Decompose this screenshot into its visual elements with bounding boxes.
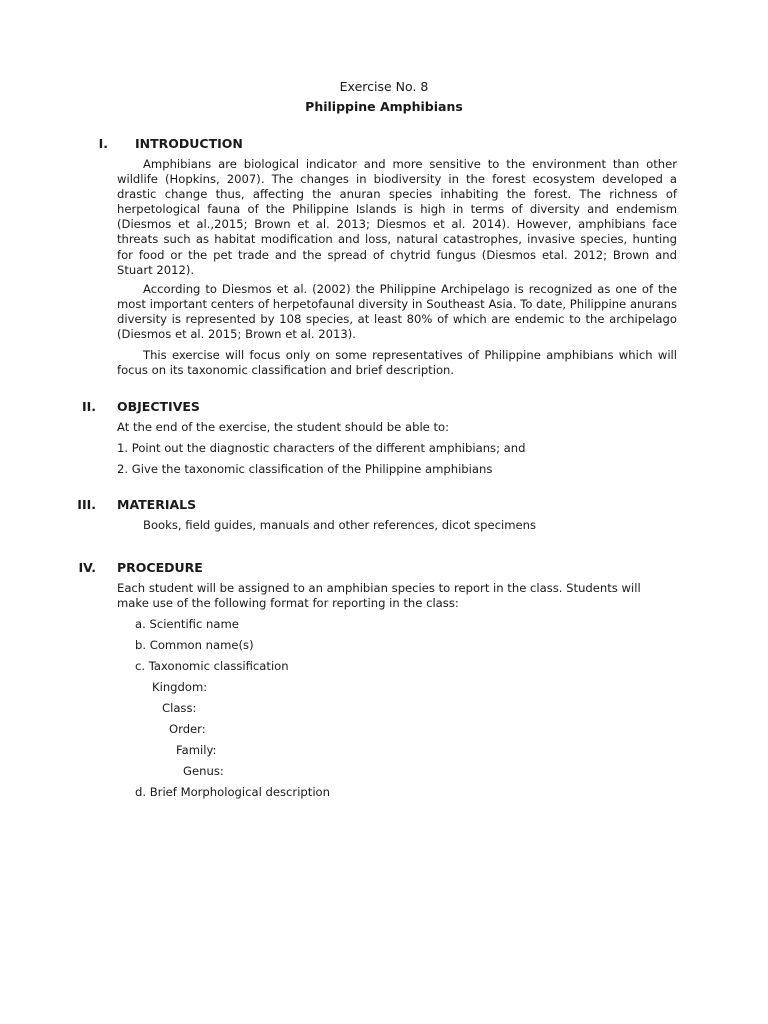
section-title: OBJECTIVES bbox=[117, 399, 200, 414]
intro-paragraph-2: According to Diesmos et al. (2002) the Philippine Archipelago is recognized as one of the most important centers of herpetofaunal diversity in Southeast Asia. To date, Philippine anurans diversity is represented by 108 species, at least 80% of which are endemic to the archipelago (Diesmos et al. 2015; Brown et al. 2013). bbox=[117, 282, 677, 342]
section-number: IV. bbox=[78, 560, 96, 575]
section-title: INTRODUCTION bbox=[135, 136, 243, 151]
section-number: I. bbox=[98, 136, 108, 151]
taxonomy-genus: Genus: bbox=[183, 764, 224, 778]
format-item: b. Common name(s) bbox=[135, 638, 254, 652]
taxonomy-family: Family: bbox=[176, 743, 217, 757]
document-title: Philippine Amphibians bbox=[305, 99, 463, 114]
intro-paragraph-1: Amphibians are biological indicator and more sensitive to the environment than other wildlife (Hopkins, 2007). The changes in biodiversity in the forest ecosystem developed a drastic change thus, affecting the anuran species inhabiting the forest. The richness of herpetological fauna of the Philippine Islands is high in terms of diversity and endemism (Diesmos et al.,2015; Brown et al. 2013; Diesmos et al. 2014). However, amphibians face threats such as habitat modification and loss, natural catastrophes, invasive species, hunting for food or the pet trade and the spread of chytrid fungus (Diesmos etal. 2012; Brown and Stuart 2012). bbox=[117, 157, 677, 277]
objectives-lead: At the end of the exercise, the student should be able to: bbox=[117, 420, 450, 434]
intro-paragraph-3: This exercise will focus only on some representatives of Philippine amphibians which will focus on its taxonomic classification and brief description. bbox=[117, 348, 677, 378]
format-item: c. Taxonomic classification bbox=[135, 659, 289, 673]
taxonomy-kingdom: Kingdom: bbox=[152, 680, 208, 694]
format-item: d. Brief Morphological description bbox=[135, 785, 330, 799]
taxonomy-class: Class: bbox=[162, 701, 197, 715]
taxonomy-order: Order: bbox=[169, 722, 206, 736]
section-title: PROCEDURE bbox=[117, 560, 203, 575]
objective-item: 2. Give the taxonomic classification of the Philippine amphibians bbox=[117, 462, 493, 476]
materials-text: Books, field guides, manuals and other references, dicot specimens bbox=[143, 518, 537, 532]
exercise-number: Exercise No. 8 bbox=[339, 79, 429, 94]
section-number: III. bbox=[77, 497, 96, 512]
procedure-lead: Each student will be assigned to an amphibian species to report in the class. Students will make use of the following format for reporting in the class: bbox=[117, 581, 641, 611]
section-title: MATERIALS bbox=[117, 497, 197, 512]
objective-item: 1. Point out the diagnostic characters of the different amphibians; and bbox=[117, 441, 526, 455]
format-item: a. Scientific name bbox=[135, 617, 239, 631]
section-number: II. bbox=[81, 399, 96, 414]
